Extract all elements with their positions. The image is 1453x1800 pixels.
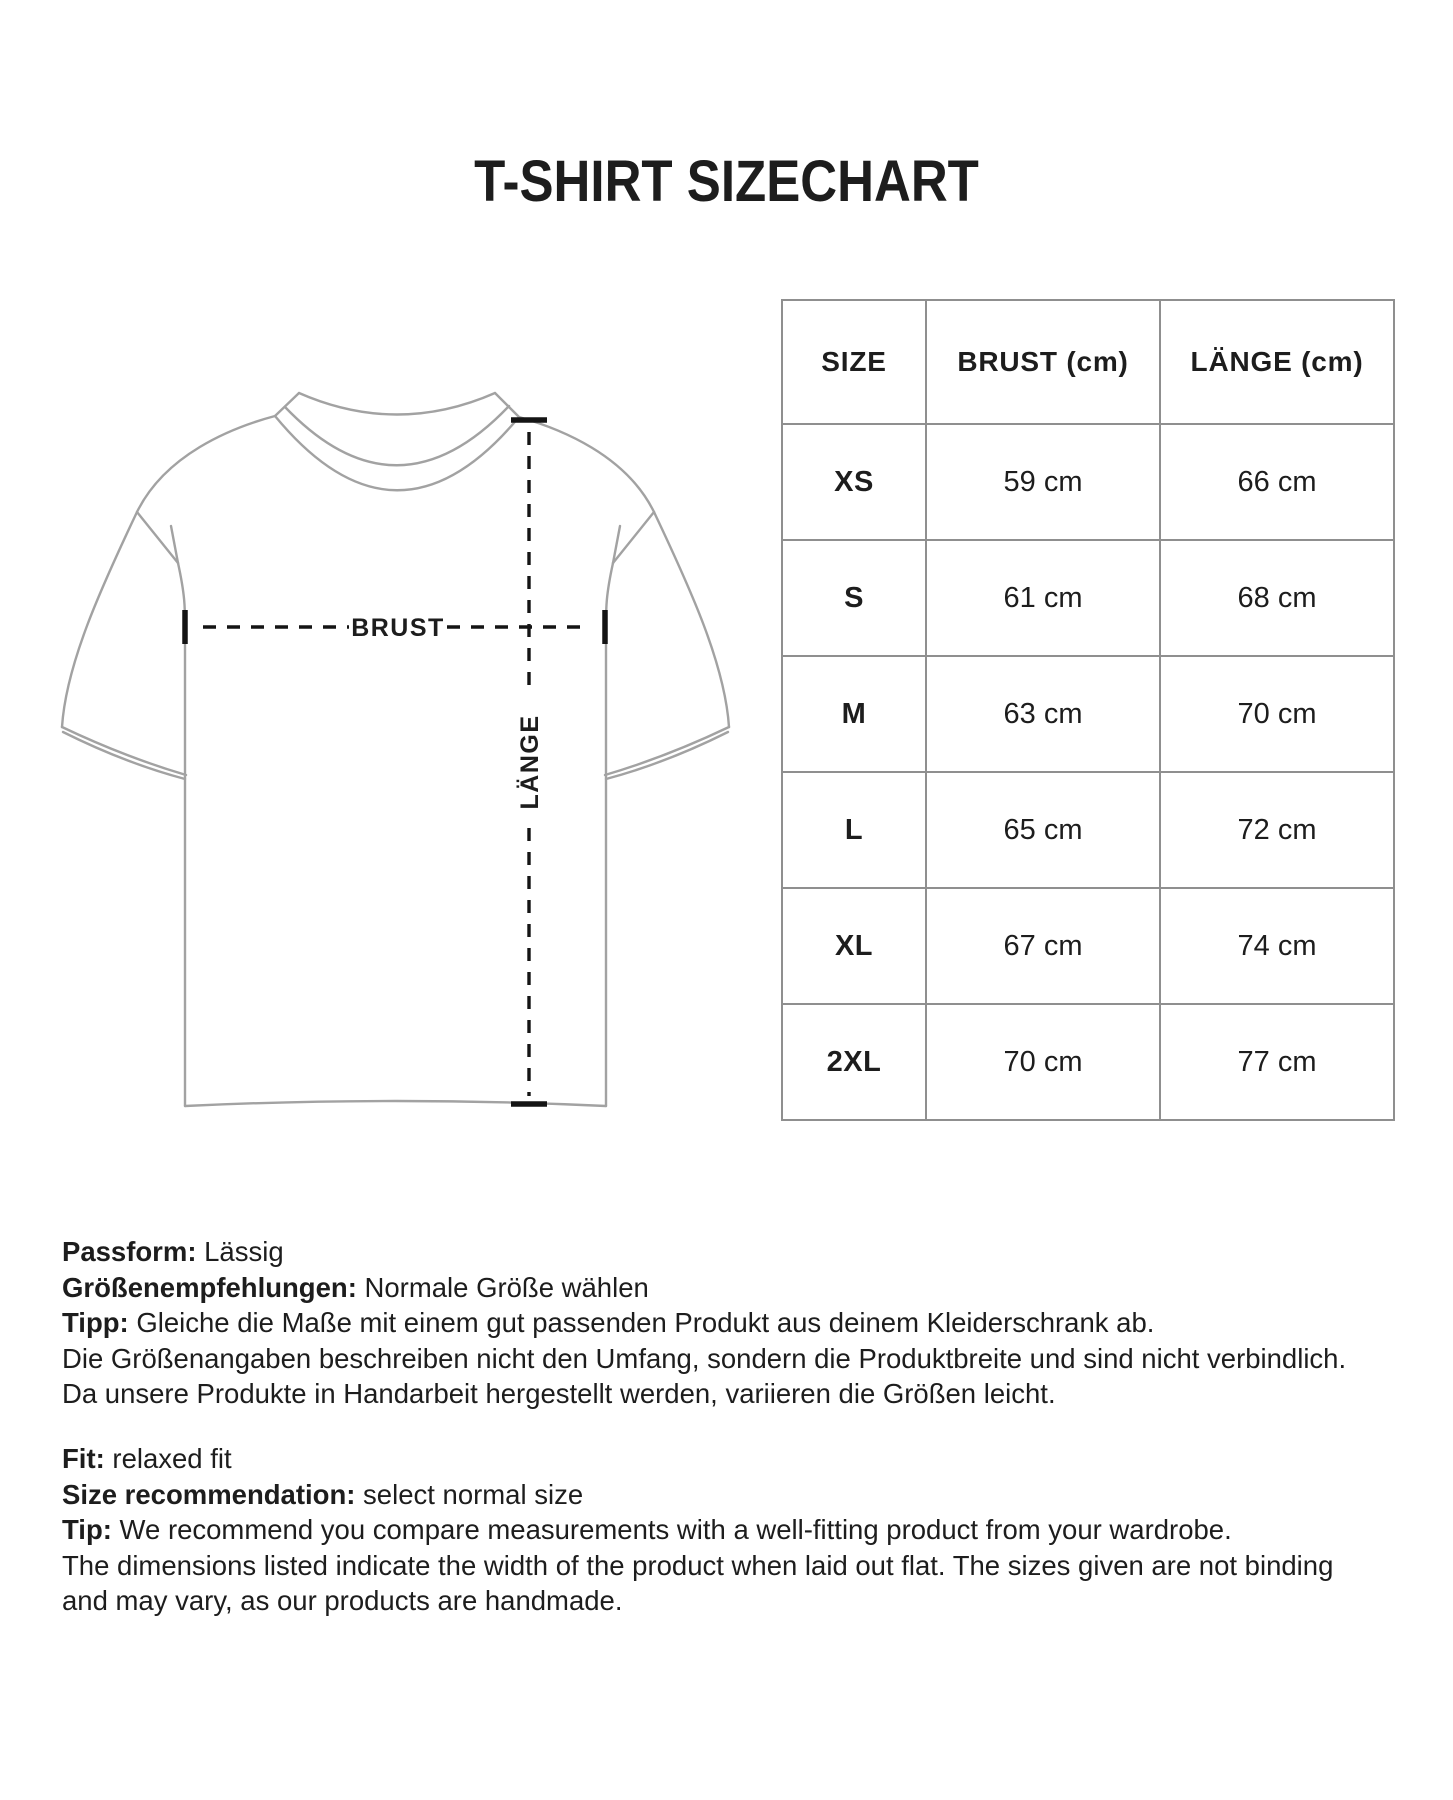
info-block-german [62,1234,1422,1412]
laenge-cell: 68 cm [1160,540,1394,656]
info-label: Size recommendation: [62,1478,356,1510]
info-line [62,1441,1422,1477]
brust-cell: 65 cm [926,772,1160,888]
info-text: Da unsere Produkte in Handarbeit hergestellt werden, variieren die Größen leicht. [62,1378,1056,1409]
info-line [62,1548,1422,1584]
info-label: Passform: [62,1236,197,1267]
table-row-l [782,772,1394,888]
tshirt-body [178,563,613,1106]
brust-cell: 70 cm [926,1004,1160,1120]
info-text: and may vary, as our products are handmade. [62,1585,623,1616]
brust-cell: 59 cm [926,424,1160,540]
size-cell: XS [782,424,926,540]
info-block-english [62,1441,1422,1619]
info-text: Die Größenangaben beschreiben nicht den Umfang, sondern die Produktbreite und sind nicht verbindlich. [62,1342,1347,1374]
info-line [62,1341,1422,1377]
info-text: select normal size [355,1478,584,1510]
info-text: Normale Größe wählen [356,1271,649,1303]
tshirt-diagram [40,330,740,1140]
laenge-cell: 70 cm [1160,656,1394,772]
info-label: Größenempfehlungen: [62,1271,357,1303]
info-line [62,1305,1422,1341]
header-laenge: LÄNGE (cm) [1160,300,1394,424]
table-row-xs [782,424,1394,540]
info-line [62,1477,1422,1513]
size-cell: S [782,540,926,656]
table-header-row [782,300,1394,424]
laenge-cell: 72 cm [1160,772,1394,888]
brust-cell: 67 cm [926,888,1160,1004]
info-text: Lässig [196,1236,284,1267]
laenge-cell: 74 cm [1160,888,1394,1004]
brust-cell: 63 cm [926,656,1160,772]
length-measure-line [511,420,547,1104]
size-cell: 2XL [782,1004,926,1120]
tshirt-shoulders [137,416,654,512]
brust-cell: 61 cm [926,540,1160,656]
tshirt-left-sleeve [62,512,186,779]
info-line [62,1583,1422,1619]
info-text: Gleiche die Maße mit einem gut passenden Produkt aus deinem Kleiderschrank ab. [128,1307,1155,1338]
table-row-s [782,540,1394,656]
info-line [62,1234,1422,1270]
laenge-cell: 66 cm [1160,424,1394,540]
info-text: We recommend you compare measurements with a well-fitting product from your wardrobe. [111,1514,1232,1545]
page-title: T-SHIRT SIZECHART [474,149,979,214]
chest-label: BRUST [351,614,445,642]
collar [275,393,519,490]
info-text: relaxed fit [104,1443,232,1474]
info-text: The dimensions listed indicate the width of the product when laid out flat. The sizes given are not binding [62,1549,1334,1581]
length-label: LÄNGE [516,714,544,810]
info-label: Tipp: [62,1307,129,1338]
info-label: Tip: [62,1514,112,1545]
size-cell: L [782,772,926,888]
chest-measure-line [185,610,605,644]
table-row-xl [782,888,1394,1004]
size-cell: M [782,656,926,772]
size-table [781,299,1395,1121]
size-cell: XL [782,888,926,1004]
laenge-cell: 77 cm [1160,1004,1394,1120]
info-line [62,1512,1422,1548]
header-size: SIZE [782,300,926,424]
info-line [62,1270,1422,1306]
info-line [62,1376,1422,1412]
table-row-m [782,656,1394,772]
header-brust: BRUST (cm) [926,300,1160,424]
table-row-2xl [782,1004,1394,1120]
tshirt-right-sleeve [605,512,729,779]
info-label: Fit: [62,1443,105,1474]
